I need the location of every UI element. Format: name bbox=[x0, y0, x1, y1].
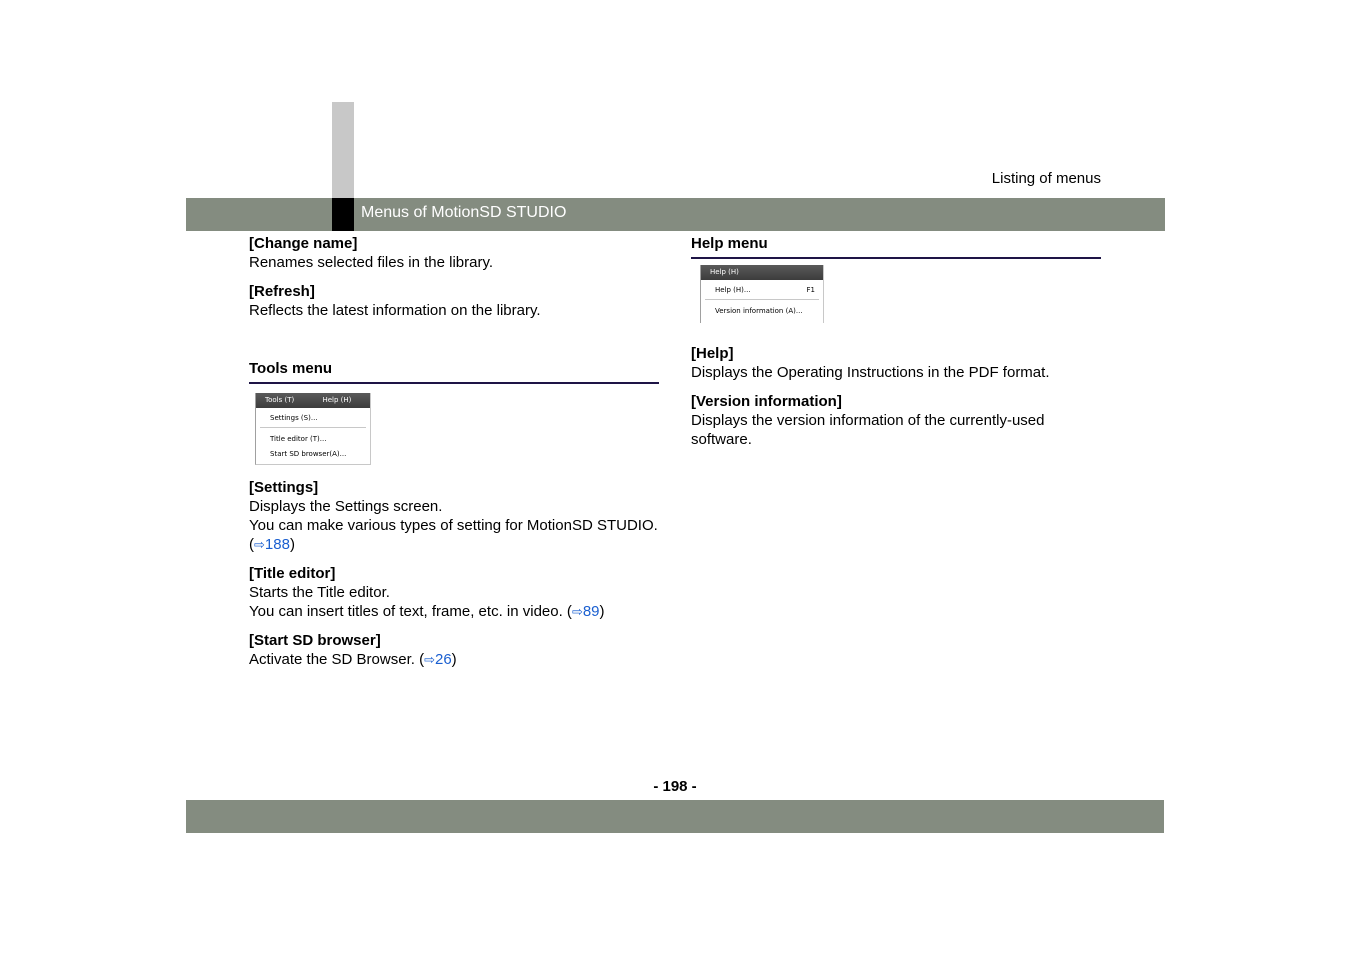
title-editor-line1: Starts the Title editor. bbox=[249, 584, 390, 601]
settings-line1: Displays the Settings screen. bbox=[249, 498, 443, 515]
header-black-tab bbox=[332, 198, 354, 231]
title-editor-line2: You can insert titles of text, frame, etc. in video. (⇨89) bbox=[249, 603, 605, 620]
help-menu-screenshot bbox=[700, 265, 824, 323]
menubar-tools: Tools (T) bbox=[265, 396, 295, 404]
tools-menu-heading: Tools menu bbox=[249, 359, 659, 384]
change-name-title: [Change name] bbox=[249, 235, 358, 252]
start-sd-browser-line1: Activate the SD Browser. (⇨26) bbox=[249, 651, 457, 668]
menu-shortcut-f1: F1 bbox=[806, 286, 815, 294]
tools-menu-screenshot bbox=[255, 393, 371, 465]
settings-entry bbox=[249, 478, 659, 554]
help-entries bbox=[691, 344, 1101, 449]
xref-arrow-icon: ⇨ bbox=[424, 652, 435, 667]
help-menu-heading: Help menu bbox=[691, 234, 1101, 259]
footer-bar bbox=[186, 800, 1164, 833]
xref-link-89[interactable]: 89 bbox=[582, 603, 600, 620]
help-desc: Displays the Operating Instructions in the PDF format. bbox=[691, 364, 1050, 381]
title-editor-title: [Title editor] bbox=[249, 565, 336, 582]
menu-item-help: Help (H)... bbox=[715, 286, 751, 294]
settings-line2: You can make various types of setting for MotionSD STUDIO. (⇨188) bbox=[249, 517, 658, 553]
start-sd-browser-title: [Start SD browser] bbox=[249, 632, 381, 649]
menu-item-start-sd-browser: Start SD browser(A)... bbox=[270, 450, 347, 458]
xref-arrow-icon: ⇨ bbox=[571, 604, 583, 619]
tools-entries bbox=[249, 478, 659, 669]
menu-item-version-information: Version information (A)... bbox=[715, 307, 803, 315]
refresh-desc: Reflects the latest information on the library. bbox=[249, 302, 541, 319]
change-name-desc: Renames selected files in the library. bbox=[249, 254, 493, 271]
section-title: Menus of MotionSD STUDIO bbox=[361, 204, 567, 221]
xref-link-188[interactable]: 188 bbox=[264, 536, 290, 553]
refresh-entry bbox=[249, 282, 659, 320]
version-information-title: [Version information] bbox=[691, 393, 842, 410]
xref-link-26[interactable]: 26 bbox=[434, 651, 452, 668]
version-information-entry bbox=[691, 392, 1101, 449]
title-editor-entry bbox=[249, 564, 659, 621]
menubar-help: Help (H) bbox=[710, 268, 739, 276]
settings-title: [Settings] bbox=[249, 479, 319, 496]
refresh-title: [Refresh] bbox=[249, 283, 315, 300]
left-column bbox=[249, 234, 659, 320]
running-head: Listing of menus bbox=[991, 170, 1101, 187]
change-name-entry bbox=[249, 234, 659, 272]
menu-separator bbox=[705, 299, 819, 300]
xref-arrow-icon: ⇨ bbox=[254, 537, 265, 552]
menu-item-title-editor: Title editor (T)... bbox=[270, 435, 327, 443]
menubar-help: Help (H) bbox=[322, 396, 352, 404]
menu-item-settings: Settings (S)... bbox=[270, 414, 318, 422]
help-menu-bar bbox=[701, 265, 823, 280]
menu-separator bbox=[260, 427, 366, 428]
help-entry bbox=[691, 344, 1101, 382]
tools-menu-bar bbox=[256, 393, 370, 408]
page-number: - 198 - bbox=[653, 778, 697, 795]
version-information-desc: Displays the version information of the currently-used software. bbox=[691, 412, 1045, 448]
start-sd-browser-entry bbox=[249, 631, 659, 669]
header-gray-tab bbox=[332, 102, 354, 198]
help-title: [Help] bbox=[691, 345, 734, 362]
